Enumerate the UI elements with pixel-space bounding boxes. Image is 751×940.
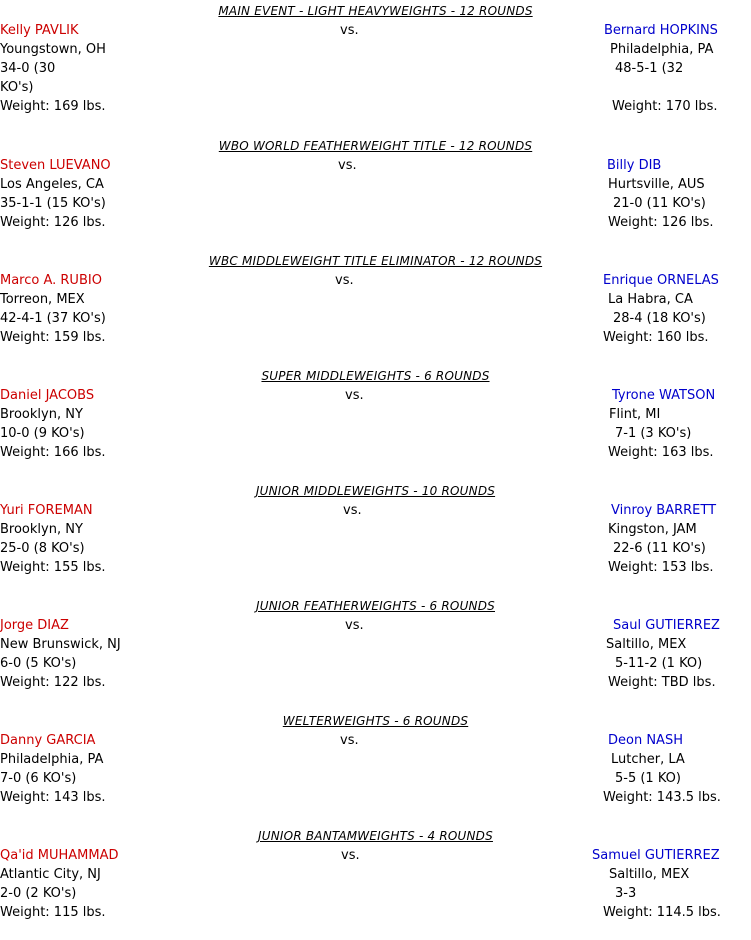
blue-fighter-weight: Weight: 153 lbs. — [608, 560, 714, 575]
bout-4 — [0, 365, 751, 480]
red-fighter-weight: Weight: 166 lbs. — [0, 445, 106, 460]
red-fighter-record: 25-0 (8 KO's) — [0, 541, 85, 556]
blue-fighter-record: 22-6 (11 KO's) — [613, 541, 706, 556]
bout-2 — [0, 135, 751, 250]
red-fighter-hometown: Philadelphia, PA — [0, 752, 104, 767]
red-fighter-name: Danny GARCIA — [0, 733, 96, 748]
bout-title: MAIN EVENT - LIGHT HEAVYWEIGHTS - 12 ROUNDS — [218, 4, 533, 18]
blue-fighter-hometown: Kingston, JAM — [608, 522, 697, 537]
bout-title: WBC MIDDLEWEIGHT TITLE ELIMINATOR - 12 ROUNDS — [208, 254, 543, 268]
blue-fighter-record: 5-11-2 (1 KO) — [615, 656, 703, 671]
bout-8 — [0, 825, 751, 940]
blue-fighter-record: 7-1 (3 KO's) — [615, 426, 692, 441]
vs-label: vs. — [335, 273, 354, 288]
blue-fighter-hometown: Philadelphia, PA — [610, 42, 714, 57]
red-fighter-weight: Weight: 155 lbs. — [0, 560, 106, 575]
blue-fighter-name: Bernard HOPKINS — [604, 23, 718, 38]
red-fighter-weight: Weight: 159 lbs. — [0, 330, 106, 345]
vs-label: vs. — [340, 733, 359, 748]
blue-fighter-weight: Weight: TBD lbs. — [608, 675, 716, 690]
blue-fighter-hometown: Hurtsville, AUS — [608, 177, 705, 192]
red-fighter-record: 10-0 (9 KO's) — [0, 426, 85, 441]
red-fighter-record: 35-1-1 (15 KO's) — [0, 196, 106, 211]
blue-fighter-name: Vinroy BARRETT — [611, 503, 717, 518]
blue-fighter-record: 3-3 — [615, 886, 637, 901]
red-fighter-record: 34-0 (30 KO's) — [0, 61, 56, 95]
red-fighter-record: 2-0 (2 KO's) — [0, 886, 77, 901]
blue-fighter-hometown: Saltillo, MEX — [606, 637, 687, 652]
blue-fighter-record: 21-0 (11 KO's) — [613, 196, 706, 211]
bout-title: JUNIOR MIDDLEWEIGHTS - 10 ROUNDS — [255, 484, 496, 498]
blue-fighter-record: 5-5 (1 KO) — [615, 771, 681, 786]
vs-label: vs. — [343, 503, 362, 518]
bout-3 — [0, 250, 751, 365]
red-fighter-name: Jorge DIAZ — [0, 618, 69, 633]
vs-label: vs. — [345, 618, 364, 633]
red-fighter-name: Daniel JACOBS — [0, 388, 95, 403]
vs-label: vs. — [338, 158, 357, 173]
bout-title: WELTERWEIGHTS - 6 ROUNDS — [282, 714, 469, 728]
red-fighter-name: Kelly PAVLIK — [0, 23, 79, 38]
bout-5 — [0, 480, 751, 595]
red-fighter-record: 6-0 (5 KO's) — [0, 656, 77, 671]
red-fighter-weight: Weight: 169 lbs. — [0, 99, 106, 114]
red-fighter-hometown: Atlantic City, NJ — [0, 867, 101, 882]
bout-title: SUPER MIDDLEWEIGHTS - 6 ROUNDS — [261, 369, 490, 383]
red-fighter-weight: Weight: 122 lbs. — [0, 675, 106, 690]
vs-label: vs. — [340, 23, 359, 38]
blue-fighter-name: Saul GUTIERREZ — [613, 618, 720, 633]
blue-fighter-hometown: Saltillo, MEX — [609, 867, 690, 882]
bout-7 — [0, 710, 751, 825]
blue-fighter-record: 28-4 (18 KO's) — [613, 311, 706, 326]
blue-fighter-record: 48-5-1 (32 — [615, 61, 684, 76]
blue-fighter-name: Tyrone WATSON — [612, 388, 716, 403]
red-fighter-record: 42-4-1 (37 KO's) — [0, 311, 106, 326]
red-fighter-name: Qa'id MUHAMMAD — [0, 848, 119, 863]
blue-fighter-hometown: La Habra, CA — [608, 292, 693, 307]
blue-fighter-weight: Weight: 163 lbs. — [608, 445, 714, 460]
red-fighter-name: Marco A. RUBIO — [0, 273, 102, 288]
blue-fighter-weight: Weight: 126 lbs. — [608, 215, 714, 230]
blue-fighter-weight: Weight: 160 lbs. — [603, 330, 709, 345]
red-fighter-weight: Weight: 143 lbs. — [0, 790, 106, 805]
vs-label: vs. — [345, 388, 364, 403]
bout-title: JUNIOR FEATHERWEIGHTS - 6 ROUNDS — [256, 599, 495, 613]
blue-fighter-name: Samuel GUTIERREZ — [592, 848, 720, 863]
blue-fighter-name: Deon NASH — [608, 733, 683, 748]
bout-6 — [0, 595, 751, 710]
red-fighter-hometown: Brooklyn, NY — [0, 407, 83, 422]
blue-fighter-weight: Weight: 170 lbs. — [612, 99, 718, 114]
blue-fighter-name: Billy DIB — [607, 158, 662, 173]
bout-1 — [0, 0, 751, 115]
red-fighter-hometown: New Brunswick, NJ — [0, 637, 121, 652]
blue-fighter-hometown: Lutcher, LA — [611, 752, 685, 767]
bout-title: JUNIOR BANTAMWEIGHTS - 4 ROUNDS — [258, 829, 493, 843]
red-fighter-hometown: Torreon, MEX — [0, 292, 85, 307]
blue-fighter-weight: Weight: 143.5 lbs. — [603, 790, 721, 805]
bout-title: WBO WORLD FEATHERWEIGHT TITLE - 12 ROUNDS — [218, 139, 533, 153]
blue-fighter-weight: Weight: 114.5 lbs. — [603, 905, 721, 920]
red-fighter-name: Steven LUEVANO — [0, 158, 111, 173]
red-fighter-name: Yuri FOREMAN — [0, 503, 93, 518]
vs-label: vs. — [341, 848, 360, 863]
red-fighter-weight: Weight: 126 lbs. — [0, 215, 106, 230]
blue-fighter-name: Enrique ORNELAS — [603, 273, 719, 288]
red-fighter-weight: Weight: 115 lbs. — [0, 905, 106, 920]
blue-fighter-hometown: Flint, MI — [609, 407, 661, 422]
red-fighter-record: 7-0 (6 KO's) — [0, 771, 77, 786]
red-fighter-hometown: Brooklyn, NY — [0, 522, 83, 537]
red-fighter-hometown: Youngstown, OH — [0, 42, 106, 57]
red-fighter-hometown: Los Angeles, CA — [0, 177, 104, 192]
